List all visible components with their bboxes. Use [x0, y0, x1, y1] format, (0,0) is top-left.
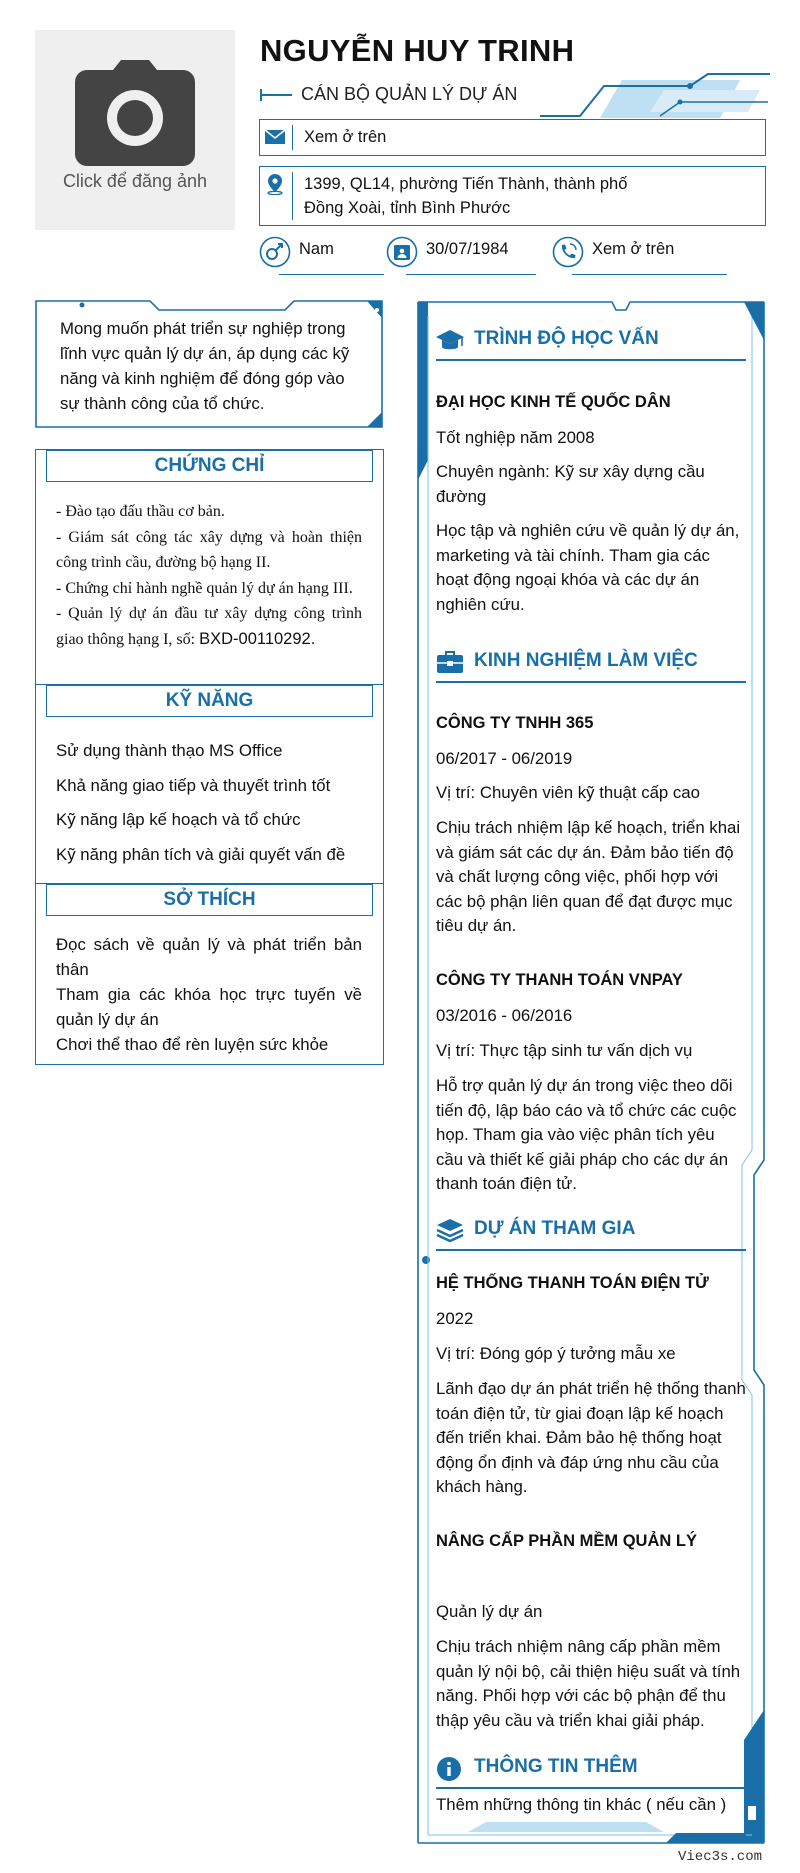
job-period: 06/2017 - 06/2019: [436, 749, 573, 768]
job-position: Vị trí: Chuyên viên kỹ thuật cấp cao: [436, 783, 700, 802]
more-info-title: THÔNG TIN THÊM: [474, 1756, 638, 1777]
decor-circuit: [540, 72, 770, 120]
certificates-list: [56, 499, 362, 652]
hobbies-section: [35, 883, 384, 1065]
divider: [436, 1249, 746, 1251]
calendar-icon: [386, 236, 418, 268]
list-item: - Chứng chỉ hành nghề quản lý dự án hạng III.: [56, 579, 353, 597]
major: Chuyên ngành: Kỹ sư xây dựng cầu đường: [436, 462, 705, 506]
career-objective: [35, 300, 383, 428]
candidate-name: NGUYỄN HUY TRINH: [260, 33, 575, 68]
certificate-code: BXD-00110292.: [199, 629, 316, 648]
education-heading: [436, 322, 746, 362]
school-name: ĐẠI HỌC KINH TẾ QUỐC DÂN: [436, 393, 671, 411]
phone-icon: [552, 236, 584, 268]
job-description: Chịu trách nhiệm lập kế hoạch, triển khai và giám sát các dự án. Đảm bảo tiến độ và chất lượng công việc, phối hợp với các bộ phận liên quan để đạt được mục tiêu dự án.: [436, 818, 741, 935]
job-position: Vị trí: Thực tập sinh tư vấn dịch vụ: [436, 1041, 693, 1060]
list-item: Khả năng giao tiếp và thuyết trình tốt: [56, 776, 331, 795]
gender-icon: [259, 236, 291, 268]
education-description: Học tập và nghiên cứu về quản lý dự án, marketing và tài chính. Tham gia các hoạt động ngoại khóa và các dự án nghiên cứu.: [436, 521, 740, 614]
list-item-text: - Quản lý dự án đầu tư xây dựng công trình giao thông hạng I, số:: [56, 605, 362, 648]
envelope-icon: [264, 126, 286, 148]
underline: [572, 274, 727, 275]
list-item: [56, 601, 362, 652]
projects-title: DỰ ÁN THAM GIA: [474, 1218, 636, 1239]
phone-value: Xem ở trên: [592, 240, 675, 258]
list-item: Kỹ năng lập kế hoạch và tổ chức: [56, 810, 301, 829]
experience-heading: [436, 644, 746, 684]
list-item: - Giám sát công tác xây dựng và hoàn thiện công trình cầu, đường bộ hạng II.: [56, 528, 362, 571]
job-title: CÁN BỘ QUẢN LÝ DỰ ÁN: [301, 84, 518, 104]
email-value: Xem ở trên: [304, 128, 387, 146]
graduation-year: Tốt nghiệp năm 2008: [436, 428, 595, 447]
project-description: Lãnh đạo dự án phát triển hệ thống thanh toán điện tử, từ giai đoạn lập kế hoạch đến triển khai. Đảm bảo hệ thống hoạt động ổn định và đáp ứng nhu cầu của khách hàng.: [436, 1379, 746, 1496]
more-info-text: Thêm những thông tin khác ( nếu cần ): [436, 1795, 727, 1814]
project-role: Quản lý dự án: [436, 1602, 543, 1621]
certificates-section: [35, 449, 384, 685]
education-title: TRÌNH ĐỘ HỌC VẤN: [474, 328, 659, 349]
list-item: Sử dụng thành thạo MS Office: [56, 741, 283, 760]
project-name: NÂNG CẤP PHẦN MỀM QUẢN LÝ: [436, 1532, 697, 1550]
watermark: Viec3s.com: [677, 1849, 762, 1865]
project-role: Vị trí: Đóng góp ý tưởng mẫu xe: [436, 1344, 676, 1363]
company-name: CÔNG TY TNHH 365: [436, 714, 594, 732]
gender-value: Nam: [299, 240, 334, 258]
list-item: Kỹ năng phân tích và giải quyết vấn đề: [56, 845, 346, 864]
line-marker-icon: [260, 88, 292, 102]
email-field: [259, 119, 766, 156]
project-name: HỆ THỐNG THANH TOÁN ĐIỆN TỬ: [436, 1274, 709, 1292]
divider: [436, 681, 746, 683]
address-line-1: 1399, QL14, phường Tiến Thành, thành phố: [304, 175, 628, 193]
dob-value: 30/07/1984: [426, 240, 509, 258]
list-item: Đọc sách về quản lý và phát triển bản thân: [56, 935, 362, 979]
list-item: Tham gia các khóa học trực tuyến về quản lý dự án: [56, 985, 362, 1029]
skills-section: [35, 684, 384, 884]
briefcase-icon: [436, 650, 464, 676]
job-description: Hỗ trợ quản lý dự án trong việc theo dõi tiến độ, lập báo cáo và tổ chức các cuộc họp. Tham gia vào việc phân tích yêu cầu và thiết kế giải pháp cho các dự án thanh toán điện tử.: [436, 1076, 737, 1193]
divider: [292, 172, 293, 220]
experience-title: KINH NGHIỆM LÀM VIỆC: [474, 650, 698, 671]
underline: [406, 274, 536, 275]
skills-title: KỸ NĂNG: [46, 685, 373, 717]
address-field: [259, 166, 766, 226]
divider: [436, 1787, 746, 1789]
avatar-upload[interactable]: [35, 30, 235, 230]
list-item: Chơi thể thao để rèn luyện sức khỏe: [56, 1035, 329, 1054]
company-name: CÔNG TY THANH TOÁN VNPAY: [436, 971, 683, 989]
more-info-heading: [436, 1750, 746, 1790]
camera-icon: [75, 60, 195, 166]
underline: [279, 274, 384, 275]
divider: [436, 359, 746, 361]
certificates-title: CHỨNG CHỈ: [46, 450, 373, 482]
hobbies-title: SỞ THÍCH: [46, 884, 373, 916]
address-line-2: Đồng Xoài, tỉnh Bình Phước: [304, 199, 511, 217]
objective-text: Mong muốn phát triển sự nghiệp trong lĩnh vực quản lý dự án, áp dụng các kỹ năng và kinh nghiệm để đóng góp vào sự thành công của tổ chức.: [60, 319, 350, 413]
layers-icon: [436, 1218, 464, 1244]
projects-heading: [436, 1212, 746, 1252]
map-pin-icon: [264, 173, 286, 195]
list-item: - Đào tạo đấu thầu cơ bản.: [56, 503, 225, 520]
info-icon: [436, 1756, 462, 1782]
project-year: 2022: [436, 1309, 474, 1328]
photo-caption: Click để đăng ảnh: [62, 171, 208, 191]
project-description: Chịu trách nhiệm nâng cấp phần mềm quản lý nội bộ, cải thiện hiệu suất và tính năng. Phối hợp với các bộ phận để thu thập yêu cầu và triển khai giải pháp.: [436, 1637, 741, 1730]
graduation-cap-icon: [436, 328, 464, 354]
job-period: 03/2016 - 06/2016: [436, 1006, 573, 1025]
divider: [292, 125, 293, 150]
